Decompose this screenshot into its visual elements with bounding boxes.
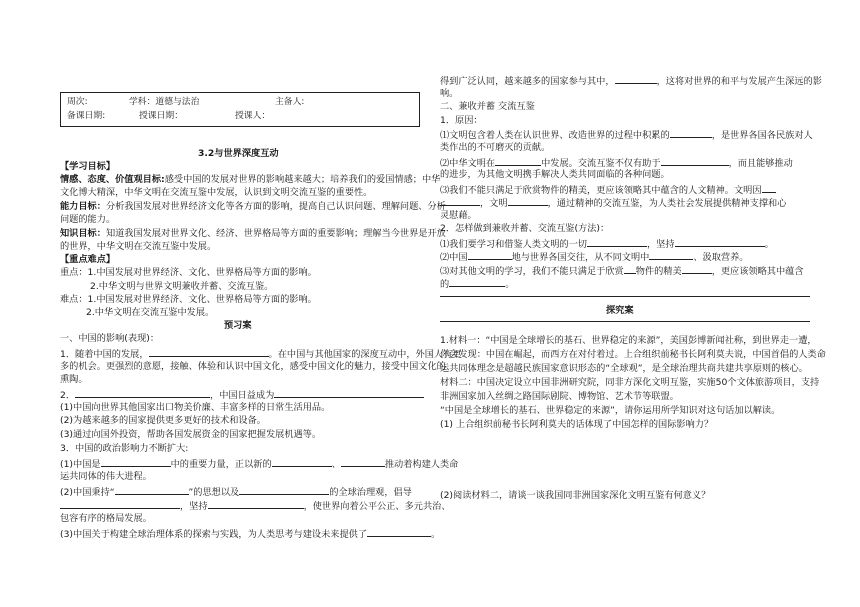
reason-3-cont-c: ，通过精神的交流互鉴，为人类社会发展提供精神支撑和心 bbox=[547, 198, 787, 209]
q1-line-1 bbox=[60, 347, 461, 361]
reason-1-b: ，是世界各国各民族对人 bbox=[711, 130, 813, 141]
reason-2-cont: 的进步，为其他文明携手解决人类共同面临的各种问题。 bbox=[440, 169, 670, 180]
answer-blank[interactable] bbox=[624, 264, 636, 274]
reason-2-a: ⑵中华文明在 bbox=[440, 158, 496, 169]
answer-blank[interactable] bbox=[239, 485, 329, 495]
q2-item-3: (3)通过向国外投资，帮助各国发展资金的国家把握发展机遇等。 bbox=[60, 429, 322, 440]
reason-3-text: ⑶我们不能只满足于欣赏物件的精美，更应该领略其中蕴含的人文精神。文明因 bbox=[440, 185, 762, 196]
goal-knowledge-cont: 的世界，中华文明在交流互鉴中发展。 bbox=[60, 241, 217, 252]
reason-2-b: 中发展。交流互鉴不仅有助于 bbox=[541, 158, 661, 169]
goal-emotion-cont: 文化博大精深，中华文明在交流互鉴中发展，认识到文明交流互鉴的重要性。 bbox=[60, 187, 373, 198]
teach-date-label: 授课日期： bbox=[139, 111, 183, 121]
answer-blank[interactable] bbox=[341, 457, 385, 467]
reason-2-c: ，而且能够推动 bbox=[728, 158, 793, 169]
answer-blank[interactable] bbox=[468, 250, 512, 260]
method-2-b: 地与世界各国交往，从不同文明中 bbox=[511, 252, 650, 263]
key-point-2: 2.中华文明与世界文明兼收并蓄、交流互鉴。 bbox=[90, 281, 274, 292]
section-divider bbox=[440, 321, 810, 322]
section-divider bbox=[440, 296, 810, 297]
subject-label: 学科：道德与法治 bbox=[129, 97, 200, 107]
q3-3-text-b: 。 bbox=[431, 529, 441, 540]
q3-item-3 bbox=[60, 527, 440, 541]
method-3-c: ，更应该领略其中蕴含 bbox=[711, 266, 804, 277]
explore-title: 探究案 bbox=[606, 305, 634, 316]
method-3-a: ⑶对其他文明的学习，我们不能只满足于欣赏 bbox=[440, 266, 624, 277]
answer-blank[interactable] bbox=[75, 388, 210, 398]
q1-line-3: 熏陶。 bbox=[60, 374, 88, 385]
goal-knowledge bbox=[60, 228, 446, 240]
r-line-2: 响。 bbox=[440, 88, 459, 99]
difficulty-2: 2.中华文明在交流互鉴中发展。 bbox=[86, 307, 215, 318]
material-line-4: 材料二：中国决定设立中国非洲研究院，同非方深化文明互鉴，实施50个文体旅游项目，支持 bbox=[440, 377, 820, 388]
method-2 bbox=[440, 250, 749, 264]
q3-text-b: 中的重要力量，正以新的 bbox=[170, 459, 272, 470]
preparer-label: 主备人: bbox=[275, 97, 305, 107]
goal-knowledge-text: 知道我国发展对世界文化、经济、世界格局等方面的重要影响；理解当今世界是开放 bbox=[105, 228, 446, 239]
answer-blank[interactable] bbox=[661, 156, 729, 166]
r1-text-b: ，这将对世界的和平与发展产生深远的影 bbox=[656, 76, 822, 87]
question-1: (1) 上合组织前秘书长阿利莫夫的话体现了中国怎样的国际影响力？ bbox=[440, 419, 714, 430]
answer-blank[interactable] bbox=[272, 457, 332, 467]
lesson-header-table bbox=[60, 92, 420, 127]
q2-line bbox=[60, 388, 424, 402]
teacher-label: 授课人： bbox=[235, 111, 271, 121]
q3-2-text-b: ”的思想以及 bbox=[188, 487, 240, 498]
material-line-1: 1.材料一：“中国是全球增长的基石、世界稳定的来源”，美国彭博新闻社称，到世界走一遭， bbox=[440, 335, 817, 346]
goal-ability-cont: 问题的能力。 bbox=[60, 214, 116, 225]
prep-date-label: 备课日期: bbox=[67, 111, 106, 121]
material-question: “中国是全球增长的基石、世界稳定的来源”，请你运用所学知识对这句话加以解读。 bbox=[440, 405, 781, 416]
q3-2-cont-b: ，坚持 bbox=[180, 501, 208, 512]
reason-1-a: ⑴文明包含着人类在认识世界、改造世界的过程中积累的 bbox=[440, 130, 670, 141]
r1-text-a: 得到广泛认同，越来越多的国家参与其中， bbox=[440, 76, 615, 87]
method-heading: 2．怎样做到兼收并蓄、交流互鉴(方法)： bbox=[440, 223, 610, 234]
reason-3-cont-b: ，文明 bbox=[480, 198, 508, 209]
q3-item-2-cont bbox=[60, 499, 451, 513]
method-3-b: 物件的精美 bbox=[635, 266, 682, 277]
q3-2-cont-c: ，使世界向着公平公正、多元共治、 bbox=[303, 501, 451, 512]
answer-blank[interactable] bbox=[115, 485, 189, 495]
week-label: 周次: bbox=[67, 97, 88, 107]
answer-blank[interactable] bbox=[675, 237, 765, 247]
method-3-end-a: 的 bbox=[440, 279, 450, 290]
q3-item-2-end: 包容有序的格局发展。 bbox=[60, 513, 152, 524]
goal-ability-text: 分析我国发展对世界经济文化等各方面的影响，提高自己认识问题、理解问题、分析 bbox=[105, 201, 446, 212]
preview-title: 预习案 bbox=[224, 320, 252, 331]
material-line-2: 你会发现：中国在崛起，而西方在对付着过。上合组织前秘书长阿利莫夫说，中国首倡的人类命 bbox=[440, 349, 826, 360]
goal-knowledge-label: 知识目标： bbox=[60, 228, 106, 239]
q2-item-1: (1)中国向世界其他国家出口物美价廉、丰富多样的日常生活用品。 bbox=[60, 402, 331, 413]
method-1 bbox=[440, 237, 774, 251]
method-3-end bbox=[440, 277, 514, 291]
answer-blank[interactable] bbox=[367, 527, 431, 537]
answer-blank[interactable] bbox=[208, 499, 304, 509]
reason-heading: 1．原因： bbox=[440, 115, 483, 126]
reason-3-end: 灵慰藉。 bbox=[440, 210, 477, 221]
q3-text-d: 推动着构建人类命 bbox=[384, 459, 459, 470]
answer-blank[interactable] bbox=[274, 388, 424, 398]
reason-2 bbox=[440, 156, 793, 170]
answer-blank[interactable] bbox=[60, 499, 180, 509]
key-point-1: 重点：1.中国发展对世界经济、文化、世界格局等方面的影响。 bbox=[60, 267, 317, 278]
q3-text-a: (1)中国是 bbox=[60, 459, 101, 470]
answer-blank[interactable] bbox=[670, 128, 712, 138]
answer-blank[interactable] bbox=[101, 457, 171, 467]
answer-blank[interactable] bbox=[615, 74, 657, 84]
answer-blank[interactable] bbox=[449, 277, 505, 287]
answer-blank[interactable] bbox=[682, 264, 712, 274]
material-line-5: 非洲国家加入丝绸之路国际剧院、博物馆、艺术节等联盟。 bbox=[440, 391, 679, 402]
goal-emotion bbox=[60, 174, 440, 186]
material-line-3: 运共同体理念是超越民族国家意识形态的“全球观”，是全球治理共商共建共享原则的核心。 bbox=[440, 363, 808, 374]
method-1-b: ，坚持 bbox=[647, 239, 675, 250]
reason-1-cont: 类作出的不可磨灭的贡献。 bbox=[440, 142, 551, 153]
reason-3-cont bbox=[440, 196, 786, 210]
lesson-title: 3.2与世界深度互动 bbox=[198, 148, 279, 159]
goals-heading: 【学习目标】 bbox=[60, 161, 116, 172]
q1-text-a: 1．随着中国的发展， bbox=[60, 349, 149, 360]
method-2-c: 、汲取营养。 bbox=[693, 252, 749, 263]
section-2-heading: 二、兼收并蓄 交流互鉴 bbox=[440, 101, 535, 112]
q2-text-b: ，中国日益成为 bbox=[210, 390, 275, 401]
goal-emotion-label: 情感、态度、价值观目标: bbox=[60, 174, 165, 185]
q3-3-text-a: (3)中国关于构建全球治理体系的探索与实践，为人类思考与建设未来提供了 bbox=[60, 529, 368, 540]
reason-3 bbox=[440, 183, 776, 197]
answer-blank[interactable] bbox=[149, 347, 269, 357]
q2-text-a: 2． bbox=[60, 390, 76, 401]
method-1-a: ⑴我们要学习和借鉴人类文明的一切 bbox=[440, 239, 587, 250]
goal-emotion-text: 感受中国的发展对世界的影响越来越大；培养我们的爱国情感；中华 bbox=[164, 174, 441, 185]
q3-item-1-cont: 运共同体的伟大进程。 bbox=[60, 471, 152, 482]
key-heading: 【重点难点】 bbox=[60, 254, 116, 265]
method-3-end-b: 。 bbox=[505, 279, 515, 290]
method-3 bbox=[440, 264, 804, 278]
answer-blank[interactable] bbox=[587, 237, 647, 247]
goal-ability-label: 能力目标： bbox=[60, 201, 106, 212]
q3-heading: 3．中国的政治影响力不断扩大: bbox=[60, 443, 189, 454]
q1-line-2: 多的机会。更强烈的意愿，接触、体验和认识中国文化，感受中国文化的魅力，接受中国文化的 bbox=[60, 361, 446, 372]
answer-blank[interactable] bbox=[495, 156, 541, 166]
q2-item-2: (2)为越来越多的国家提供更多更好的技术和设备。 bbox=[60, 415, 266, 426]
lesson-header-cell bbox=[61, 93, 420, 127]
method-1-c: 。 bbox=[764, 239, 774, 250]
difficulty-1: 难点：1.中国发展对世界经济、文化、世界格局等方面的影响。 bbox=[60, 294, 317, 305]
section-1-heading: 一、中国的影响(表现)： bbox=[60, 333, 160, 344]
method-2-a: ⑵中国 bbox=[440, 252, 468, 263]
answer-blank[interactable] bbox=[508, 196, 548, 206]
answer-blank[interactable] bbox=[440, 196, 480, 206]
goal-ability bbox=[60, 201, 446, 213]
r-line-1 bbox=[440, 74, 822, 88]
q3-text-c: 、 bbox=[331, 459, 341, 470]
question-2: (2)阅读材料二，请谈一谈我国同非洲国家深化文明互鉴有何意义？ bbox=[440, 490, 711, 501]
q3-item-1 bbox=[60, 457, 458, 471]
answer-blank[interactable] bbox=[762, 183, 776, 193]
q3-2-text-c: 的全球治理观，倡导 bbox=[329, 487, 412, 498]
reason-1 bbox=[440, 128, 813, 142]
q3-item-2 bbox=[60, 485, 412, 499]
q3-2-text-a: (2)中国秉持“ bbox=[60, 487, 115, 498]
answer-blank[interactable] bbox=[649, 250, 693, 260]
q1-text-b: 。在中国与其他国家的深度互动中，外国人有更 bbox=[268, 349, 462, 360]
